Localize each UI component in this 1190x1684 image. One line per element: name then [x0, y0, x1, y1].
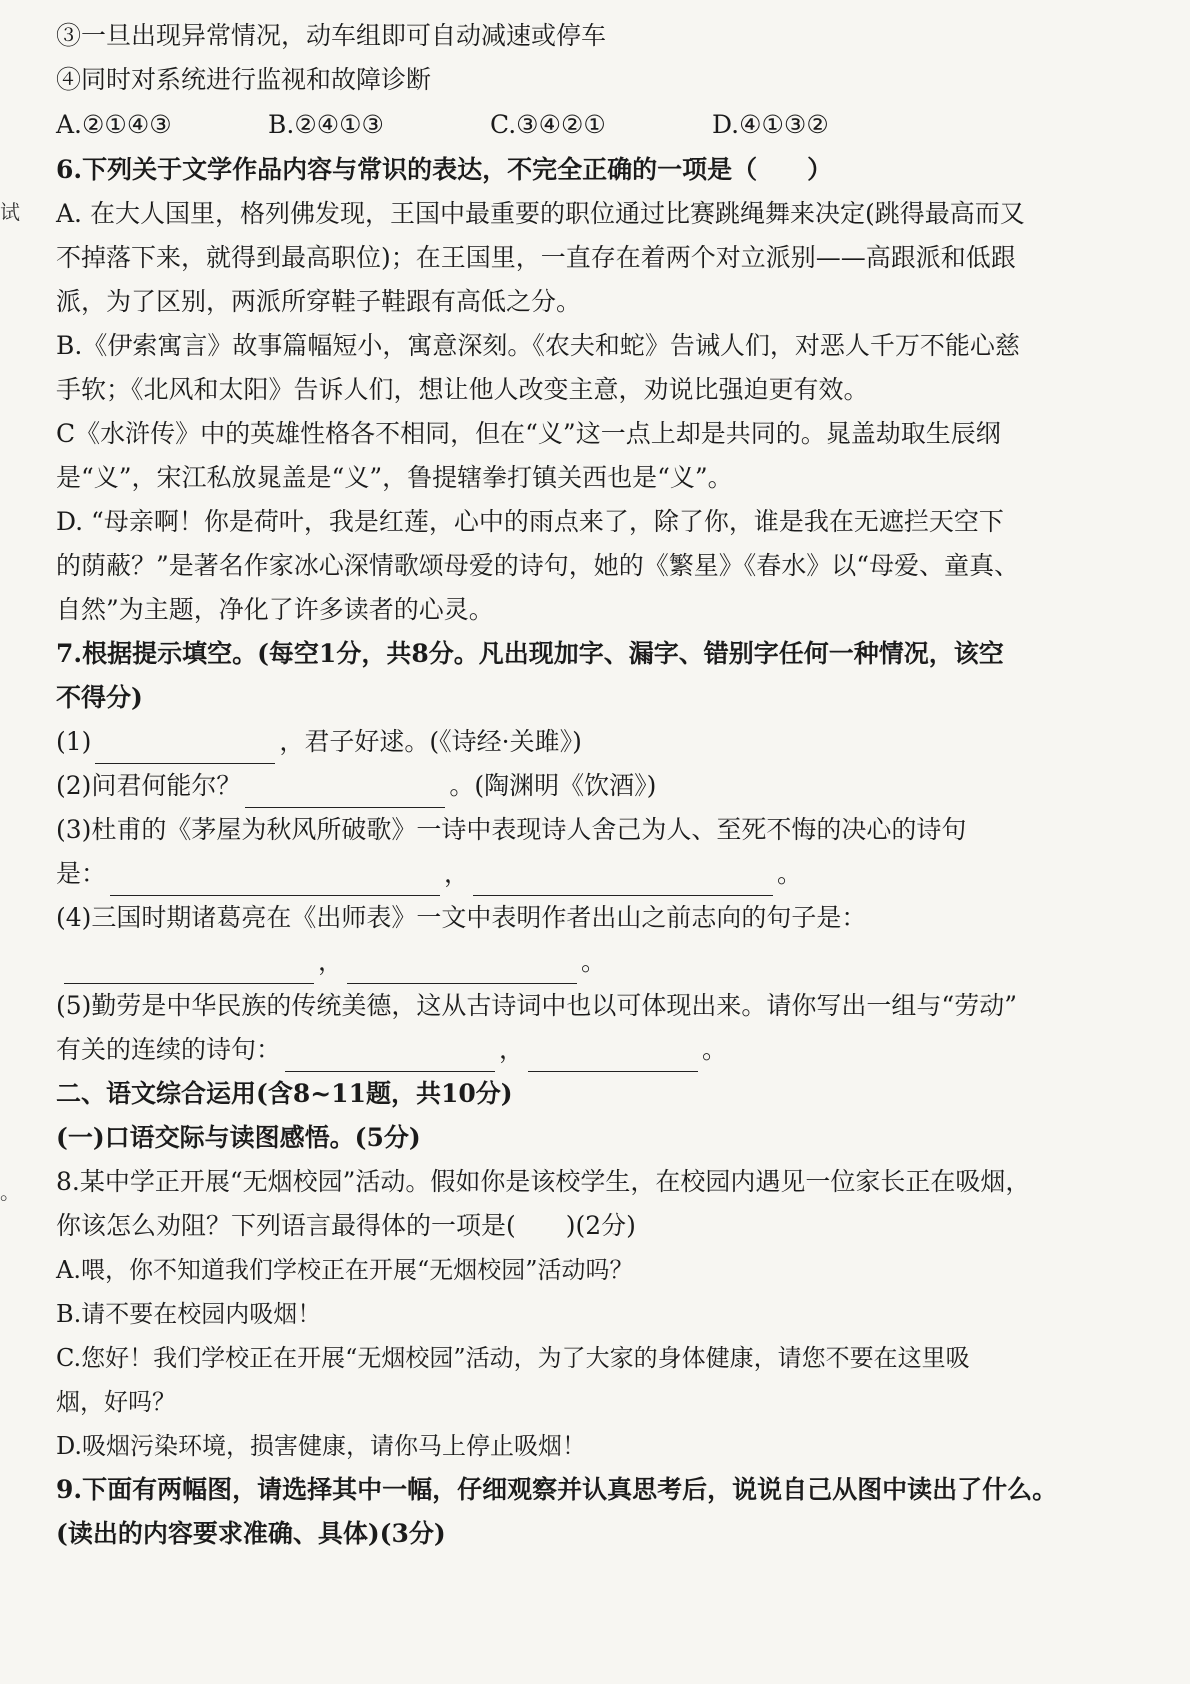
q7-part-5-line: (5)勤劳是中华民族的传统美德，这从古诗词中也以可体现出来。请你写出一组与“劳动”: [56, 991, 1017, 1020]
q7-part-4-line: (4)三国时期诸葛亮在《出师表》一文中表明作者出山之前志向的句子是：: [56, 903, 867, 932]
q6-option-d-line: 的荫蔽？”是著名作家冰心深情歌颂母爱的诗句，她的《繁星》《春水》以“母爱、童真、: [56, 551, 1020, 580]
q8-option-c: 烟，好吗？: [56, 1388, 176, 1416]
q9-stem: (读出的内容要求准确、具体)(3分): [56, 1519, 446, 1548]
q7-part-4: [56, 940, 1161, 984]
q6-option-d-line: D. “母亲啊！你是荷叶，我是红莲，心中的雨点来了，除了你，谁是我在无遮拦天空下: [56, 507, 1004, 536]
q9-stem: 9.下面有两幅图，请选择其中一幅，仔细观察并认真思考后，说说自己从图中读出了什么。: [56, 1475, 1058, 1504]
margin-char: 。: [0, 1180, 20, 1204]
q7-part-1-label: (1): [56, 727, 92, 756]
answer-blank[interactable]: [110, 867, 440, 896]
q6-option-b-line: 手软；《北风和太阳》告诉人们，想让他人改变主意，劝说比强迫更有效。: [56, 375, 869, 404]
q6-option-d-line: 自然”为主题，净化了许多读者的心灵。: [56, 595, 494, 624]
q7-part-5-label: 有关的连续的诗句：: [56, 1035, 282, 1064]
q5-options: [56, 102, 1161, 148]
period: 。: [702, 1035, 728, 1064]
q7-part-1: [56, 720, 1161, 764]
period: 。: [777, 859, 803, 888]
q5-option-b: B.②④①③: [268, 110, 384, 139]
q5-option-d: D.④①③②: [712, 110, 829, 139]
answer-blank[interactable]: [528, 1043, 698, 1072]
q7-part-1-text: ，君子好逑。(《诗经·关雎》): [279, 727, 582, 756]
q7-stem: 不得分): [56, 683, 143, 712]
q6-option-b-line: B.《伊索寓言》故事篇幅短小，寓意深刻。《农夫和蛇》告诫人们，对恶人千万不能心慈: [56, 331, 1020, 360]
q8-option-a: A.喂，你不知道我们学校正在开展“无烟校园”活动吗？: [56, 1256, 634, 1284]
comma: ，: [444, 859, 470, 888]
answer-blank[interactable]: [95, 735, 275, 764]
q8-stem: 8.某中学正开展“无烟校园”活动。假如你是该校学生，在校园内遇见一位家长正在吸烟，: [56, 1167, 1031, 1196]
q8-option-d: D.吸烟污染环境，损害健康，请你马上停止吸烟！: [56, 1432, 587, 1460]
answer-blank[interactable]: [347, 955, 577, 984]
q8-option-c: C.您好！我们学校正在开展“无烟校园”活动，为了大家的身体健康，请您不要在这里吸: [56, 1344, 970, 1372]
q6-option-c-line: C《水浒传》中的英雄性格各不相同，但在“义”这一点上却是共同的。晁盖劫取生辰纲: [56, 419, 1001, 448]
q7-stem: 7.根据提示填空。(每空1分，共8分。凡出现加字、漏字、错别字任何一种情况，该空: [56, 639, 1004, 668]
q6-option-a-line: 派，为了区别，两派所穿鞋子鞋跟有高低之分。: [56, 287, 582, 316]
q6-option-a-line: A. 在大人国里，格列佛发现，王国中最重要的职位通过比赛跳绳舞来决定(跳得最高而又: [56, 199, 1025, 228]
margin-char: 试: [0, 200, 20, 224]
period: 。: [581, 947, 607, 976]
q6-option-c-line: 是“义”，宋江私放晁盖是“义”，鲁提辖拳打镇关西也是“义”。: [56, 463, 733, 492]
q6-stem: 6.下列关于文学作品内容与常识的表达，不完全正确的一项是（ ）: [56, 155, 833, 184]
q5-item-3: ③一旦出现异常情况，动车组即可自动减速或停车: [56, 21, 607, 50]
answer-blank[interactable]: [64, 955, 314, 984]
q7-part-3-line: (3)杜甫的《茅屋为秋风所破歌》一诗中表现诗人舍己为人、至死不悔的决心的诗句: [56, 815, 967, 844]
q8-option-b: B.请不要在校园内吸烟！: [56, 1300, 322, 1328]
q7-part-2-text: (2)问君何能尔？: [56, 771, 242, 800]
q5-option-a: A.②①④③: [56, 110, 172, 139]
q7-part-5: [56, 1028, 1161, 1072]
q6-option-a-line: 不掉落下来，就得到最高职位)；在王国里，一直存在着两个对立派别——高跟派和低跟: [56, 243, 1016, 272]
section-2-subtitle: (一)口语交际与读图感悟。(5分): [56, 1123, 421, 1152]
comma: ，: [499, 1035, 525, 1064]
comma: ，: [318, 947, 344, 976]
q7-part-3-label: 是：: [56, 859, 107, 888]
exam-content: [56, 14, 1161, 1556]
q5-item-4: ④同时对系统进行监视和故障诊断: [56, 65, 432, 94]
answer-blank[interactable]: [473, 867, 773, 896]
q7-part-2: [56, 764, 1161, 808]
q5-option-c: C.③④②①: [490, 110, 606, 139]
q7-part-3: [56, 852, 1161, 896]
answer-blank[interactable]: [285, 1043, 495, 1072]
q8-stem: 你该怎么劝阻？下列语言最得体的一项是( )(2分): [56, 1211, 636, 1240]
answer-blank[interactable]: [245, 779, 445, 808]
section-2-title: 二、语文综合运用(含8~11题，共10分): [56, 1079, 513, 1108]
q7-part-2-source: 。(陶渊明《饮酒》): [449, 771, 657, 800]
